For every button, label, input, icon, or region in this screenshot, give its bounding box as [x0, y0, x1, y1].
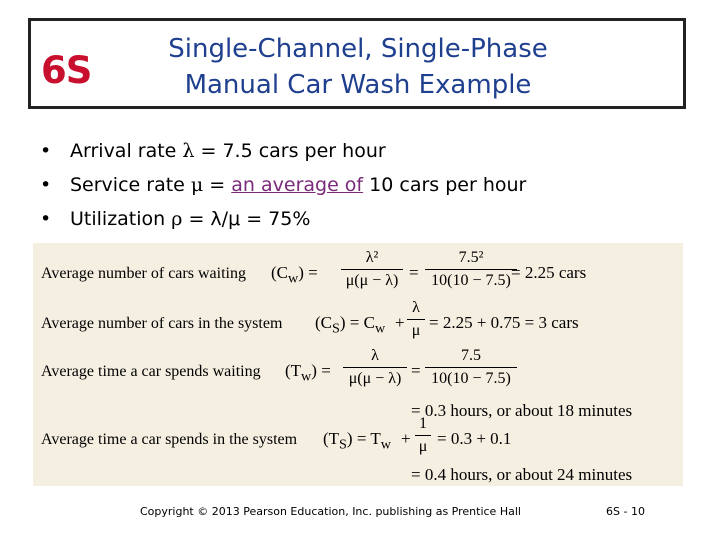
result-time-system: = 0.4 hours, or about 24 minutes [411, 465, 633, 484]
fraction-lambda-over-mu-mu-lambda: $\frac{\lambda}{\mu(\mu - \lambda)}$ [343, 347, 407, 388]
slide-title-line-1: Single-Channel, Single-Phase [168, 34, 548, 64]
equals-sign: = [411, 361, 421, 380]
bullet-utilization [40, 202, 526, 236]
equation-lhs-cs: $(C_S) = C_w$ [315, 313, 386, 337]
equals-sign: = [409, 263, 419, 282]
bullet-text: 10 cars per hour [363, 174, 527, 196]
bullet-list [40, 134, 526, 236]
fraction-lambda-over-mu: $\frac{\lambda}{\mu}$ [407, 299, 425, 340]
equations-panel [33, 243, 683, 486]
bullet-service-rate [40, 168, 526, 202]
lambda-symbol: λ [182, 140, 195, 162]
equation-label-time-system: Average time a car spends in the system [41, 431, 298, 448]
bullet-text: = [203, 174, 232, 196]
result-cars-system: = 2.25 + 0.75 = 3 cars [429, 313, 579, 332]
bullet-dot: • [40, 208, 52, 230]
bullet-dot: • [40, 174, 52, 196]
bullet-text: = λ/μ = 75% [182, 208, 311, 230]
rho-symbol: ρ [171, 208, 183, 230]
bullet-arrival-rate [40, 134, 526, 168]
slide-title-line-2: Manual Car Wash Example [184, 70, 532, 100]
bullet-text: Service rate [70, 174, 191, 196]
result-cars-waiting: = 2.25 cars [511, 263, 587, 282]
copyright-notice: Copyright © 2013 Pearson Education, Inc. publishing as Prentice Hall [140, 505, 521, 518]
equation-lhs-cw: $(C_w)$ = [271, 263, 318, 287]
title-box [28, 18, 686, 109]
plus-sign: + [395, 313, 405, 332]
fraction-1-over-mu: $\frac{1}{\mu}$ [415, 415, 431, 456]
mu-symbol: μ [190, 174, 204, 196]
equation-lhs-ts: $(T_S) = T_w$ [323, 429, 391, 453]
equation-label-time-waiting: Average time a car spends waiting [41, 363, 261, 380]
bullet-dot: • [40, 140, 52, 162]
fraction-7-5-sq-over-10: $\frac{\text{7.5²}}{10(10 - 7.5)}$ [425, 249, 517, 290]
equation-lhs-tw: $(T_w)$ = [285, 361, 331, 385]
equation-label-cars-waiting: Average number of cars waiting [41, 265, 246, 282]
plus-sign: + [401, 429, 411, 448]
chapter-badge: 6S [41, 49, 92, 92]
underlined-phrase: an average of [231, 174, 364, 196]
slide-title [133, 31, 583, 103]
result-time-waiting: = 0.3 hours, or about 18 minutes [411, 401, 633, 420]
bullet-text: Arrival rate [70, 140, 183, 162]
page-number: 6S - 10 [606, 505, 645, 518]
equation-label-cars-system: Average number of cars in the system [41, 315, 283, 332]
bullet-text: = 7.5 cars per hour [194, 140, 386, 162]
fraction-7-5-over-10: $\frac{7.5}{10(10 - 7.5)}$ [425, 347, 517, 388]
expression-tail: = 0.3 + 0.1 [437, 429, 512, 448]
fraction-lambda-sq-over-mu: $\frac{\text{λ²}}{\mu(\mu - \lambda)}$ [341, 249, 403, 290]
bullet-text: Utilization [70, 208, 172, 230]
